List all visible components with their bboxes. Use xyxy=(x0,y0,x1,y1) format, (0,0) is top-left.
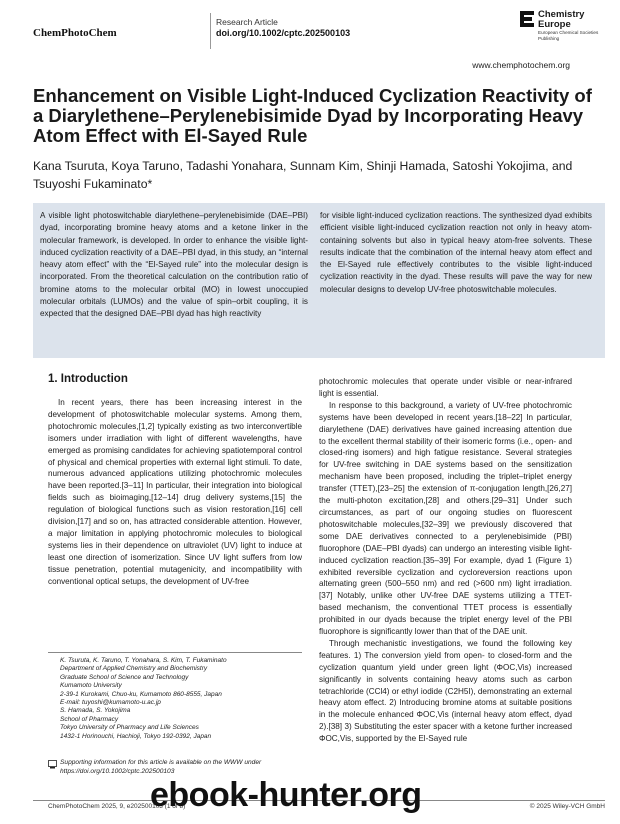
supporting-info-icon xyxy=(48,760,57,769)
section-heading: 1. Introduction xyxy=(48,373,128,385)
affiliation-address: 2-39-1 Kurokami, Chuo-ku, Kumamoto 860-8555, Japan xyxy=(60,690,222,698)
affiliation-address: 1432-1 Horinouchi, Hachioji, Tokyo 192-0392, Japan xyxy=(60,732,212,740)
affiliation-department: Department of Applied Chemistry and Biochemistry xyxy=(60,665,208,673)
publisher-logo-icon xyxy=(520,11,534,27)
abstract-text-left: A visible light photoswitchable diarylethene–perylenebisimide (DAE–PBI) dyad, incorporating bromine heavy atoms and a ketone linker in the molecular framework, is developed. In order to enhance the visible light-induced cyclization reactivity of a DAE–PBI dyad, in this study, an “internal heavy atom effect” with the “El-Sayed rule” into the molecular design is incorporated. From the theoretical calculation on the contribution ratio of bromine atoms to the molecular orbital (MO) in lowest unoccupied molecular orbitals (LUMOs) and the value of spin–orbit coupling, it is expected that the designed DAE–PBI dyad has high reactivity xyxy=(40,211,308,319)
affiliation-school: School of Pharmacy xyxy=(60,715,119,723)
affiliation-authors: K. Tsuruta, K. Taruno, T. Yonahara, S. Kim, T. Fukaminato xyxy=(60,657,227,664)
article-doi-link[interactable]: doi.org/10.1002/cptc.202500103 xyxy=(216,28,351,38)
header-divider xyxy=(210,13,211,49)
publisher-logo-name: Chemistry Europe xyxy=(538,9,585,30)
article-title: Enhancement on Visible Light-Induced Cyclization Reactivity of a Diarylethene–Perylenebisimide Dyad by Incorporating Heavy Atom Effect with El-Sayed Rule xyxy=(33,85,592,146)
publisher-logo xyxy=(520,9,610,51)
affiliation-university: Kumamoto University xyxy=(60,682,122,690)
article-type: Research Article xyxy=(216,17,278,27)
correspondence-email[interactable]: E-mail: tuyoshi@kumamoto-u.ac.jp xyxy=(60,699,161,707)
footnote-divider xyxy=(48,652,302,653)
body-paragraph: In response to this background, a variety of UV-free photochromic systems have been developed in recent years.[18–22] In particular, diarylethene (DAE) derivatives have gained increasing attention due to the excellent thermal stability of their isomeric forms (i.e., open- and closed-ring isomers) and high fatigue resistance. Several strategies for UV-free switching in DAE systems based on the sensitization mechanism have been proposed, including the triplet–triplet energy transfer (TTET),[23–25] the extension of π-conjugation length,[26,27] the multi-photon excitation,[28] and others.[29–31] Under such circumstances, as part of our ongoing studies on fluorescent photoswitchable molecules,[32–39] we previously discovered that some DAE derivatives connected to a perylenebisimide (PBI) fluorophore (DAE–PBI dyads) can undergo an interesting visible light-induced cyclization reaction.[35–39] For example, dyad 1 (Figure 1) exhibited reversible cyclization and cycloreversion reactions upon alternating green (500–550 nm) and red (>600 nm) light irradiation.[37] Notably, unlike other UV-free DAE systems utilizing a TTET-based mechanism, the conventional TTET process is essentially prohibited in our dyads because the triplet energy level of the PBI fluorophore is significantly lower than that of the DAE unit. xyxy=(319,400,572,637)
body-text-left: In recent years, there has been increasing interest in the development of photoswitchable molecular systems. Among them, photochromic molecules,[1,2] typically existing as two interconvertible isomers under irradiation with light of different wavelengths, have emerged as promising candidates for achieving spatiotemporal control of physical and chemical properties with external light stimuli. To date, numerous advanced applications utilizing photochromic molecules have been reported.[3–11] In particular, their integration into biological fields such as bioimaging,[12–14] drug delivery systems,[15] the regulation of biological functions such as vision restoration,[16] cell division,[17] and so on, has attracted considerable attention. However, a major limitation in applying photochromic molecules to biological systems lies in their dependence on ultraviolet (UV) light to induce at least one direction of isomerization. Since UV light suffers from low tissue penetration, potential mutagenicity, and incompatibility with conventional optical setups, the development of UV-free xyxy=(48,398,302,586)
journal-name: ChemPhotoChem xyxy=(33,27,117,39)
author-list: Kana Tsuruta, Koya Taruno, Tadashi Yonahara, Sunnam Kim, Shinji Hamada, Satoshi Yokojima, and Tsuyoshi Fukaminato* xyxy=(33,159,573,191)
supporting-info-note[interactable]: Supporting information for this article is available on the WWW under https://doi.org/10.1002/cptc.202500103 xyxy=(60,759,262,775)
affiliation-school: Graduate School of Science and Technology xyxy=(60,673,189,681)
affiliation-authors: S. Hamada, S. Yokojima xyxy=(60,707,131,715)
body-paragraph: photochromic molecules that operate under visible or near-infrared light is essential. xyxy=(319,377,572,398)
footer-copyright: © 2025 Wiley-VCH GmbH xyxy=(529,803,605,810)
footer-citation: ChemPhotoChem 2025, 9, e202500103 (1 of 8) xyxy=(48,803,186,810)
watermark-text: ebook-hunter.org xyxy=(150,776,422,814)
publisher-logo-tagline: European Chemical Societies Publishing xyxy=(538,30,599,41)
affiliations xyxy=(60,657,300,741)
journal-website-link[interactable]: www.chemphotochem.org xyxy=(472,60,570,70)
body-paragraph: Through mechanistic investigations, we found the following key features. 1) The conversion yield from open- to closed-form and the cyclization quantum yield under green light (ΦOC,Vis) increased significantly in solvents containing heavy atoms such as carbon tetrachloride (CCl4) or ethyl iodide (C2H5I), demonstrating an external heavy atom effect. 2) Introducing bromine atoms at suitable positions in the molecule enhanced ΦOC,Vis (internal heavy atom effect, dyad 2).[38] 3) Substituting the ester spacer with a ketone further increased ΦOC,Vis, supported by the El-Sayed rule xyxy=(319,638,572,744)
body-text-right xyxy=(319,376,572,745)
affiliation-university: Tokyo University of Pharmacy and Life Sciences xyxy=(60,724,199,732)
abstract-text-right: for visible light-induced cyclization reactions. The synthesized dyad exhibits efficient visible light-induced cyclization reaction not only in heavy atom-containing solvents but also in typical heavy atom-free solvents. These results indicate that the combination of the internal heavy atom effect and the El-Sayed rule effectively contributes to the visible light-induced cyclization reactivity in the dyad. These results will pave the way for new molecular designs to develop UV-free photoswitchable molecules. xyxy=(320,211,592,294)
